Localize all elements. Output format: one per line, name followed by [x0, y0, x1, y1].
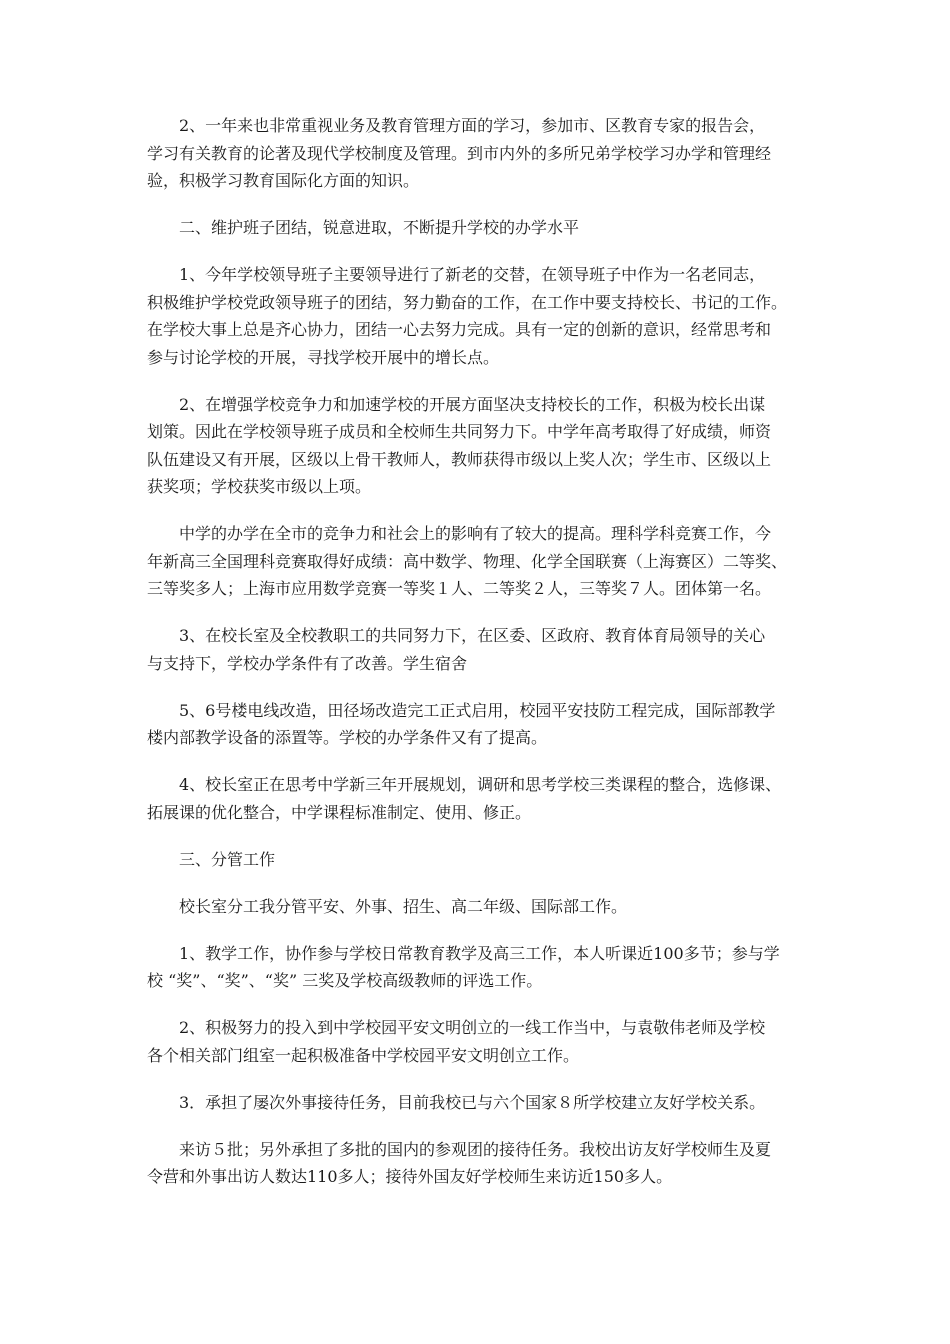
paragraph-division: 校长室分工我分管平安、外事、招生、高二年级、国际部工作。 [179, 896, 628, 916]
paragraph-study: 2、一年来也非常重视业务及教育管理方面的学习，参加市、区教育专家的报告会， 学习有关教育的论著及现代学校制度及管理。到市内外的多所兄弟学校学习办学和管理经 验，积极学习教育国际化方面的知识。 [147, 116, 772, 190]
paragraph-teaching: 1、教学工作，协作参与学校日常教育教学及高三工作，本人听课近100多节；参与学 校 “奖”、“奖”、“奖” 三奖及学校高级教师的评选工作。 [147, 943, 780, 990]
paragraph-foreign-affairs: 3．承担了屡次外事接待任务，目前我校已与六个国家８所学校建立友好学校关系。 [179, 1092, 766, 1112]
paragraph-planning: 4、校长室正在思考中学新三年开展规划，调研和思考学校三类课程的整合，选修课、 拓展课的优化整合，中学课程标准制定、使用、修正。 [147, 775, 782, 822]
paragraph-competitiveness: 2、在增强学校竞争力和加速学校的开展方面坚决支持校长的工作，积极为校长出谋 划策。因此在学校领导班子成员和全校师生共同努力下。中学年高考取得了好成绩，师资 队伍建设又有开展，区级以上骨干教师人，教师获得市级以上奖人次；学生市、区级以上 获奖项；学校获奖市级以上项。 [147, 394, 772, 496]
paragraph-leadership: 1、今年学校领导班子主要领导进行了新老的交替，在领导班子中作为一名老同志， 积极维护学校党政领导班子的团结，努力勤奋的工作，在工作中要支持校长、书记的工作。 在学校大事上总是齐心协力，团结一心去努力完成。具有一定的创新的意识，经常思考和 参与讨论学校的开展，寻找学校开展中的增长点。 [147, 265, 788, 367]
paragraph-building-upgrades: 5、6号楼电线改造，田径场改造完工正式启用，校园平安技防工程完成，国际部教学 楼内部教学设备的添置等。学校的办学条件又有了提高。 [147, 700, 776, 747]
paragraph-visits: 来访５批；另外承担了多批的国内的参观团的接待任务。我校出访友好学校师生及夏 令营和外事出访人数达110多人；接待外国友好学校师生来访近150多人。 [147, 1139, 772, 1186]
document-body [147, 112, 812, 1210]
section-heading-3: 三、分管工作 [179, 849, 276, 869]
paragraph-safety: 2、积极努力的投入到中学校园平安文明创立的一线工作当中，与袁敬伟老师及学校 各个相关部门组室一起积极准备中学校园平安文明创立工作。 [147, 1018, 766, 1065]
paragraph-competition-results: 中学的办学在全市的竞争力和社会上的影响有了较大的提高。理科学科竞赛工作，今 年新高三全国理科竞赛取得好成绩：高中数学、物理、化学全国联赛（上海赛区）二等奖、 三等奖多人；上海市应用数学竞赛一等奖１人、二等奖２人，三等奖７人。团体第一名。 [147, 524, 788, 598]
section-heading-2: 二、维护班子团结，锐意进取，不断提升学校的办学水平 [179, 218, 580, 237]
paragraph-conditions: 3、在校长室及全校教职工的共同努力下，在区委、区政府、教育体育局领导的关心 与支持下，学校办学条件有了改善。学生宿舍 [147, 626, 766, 673]
